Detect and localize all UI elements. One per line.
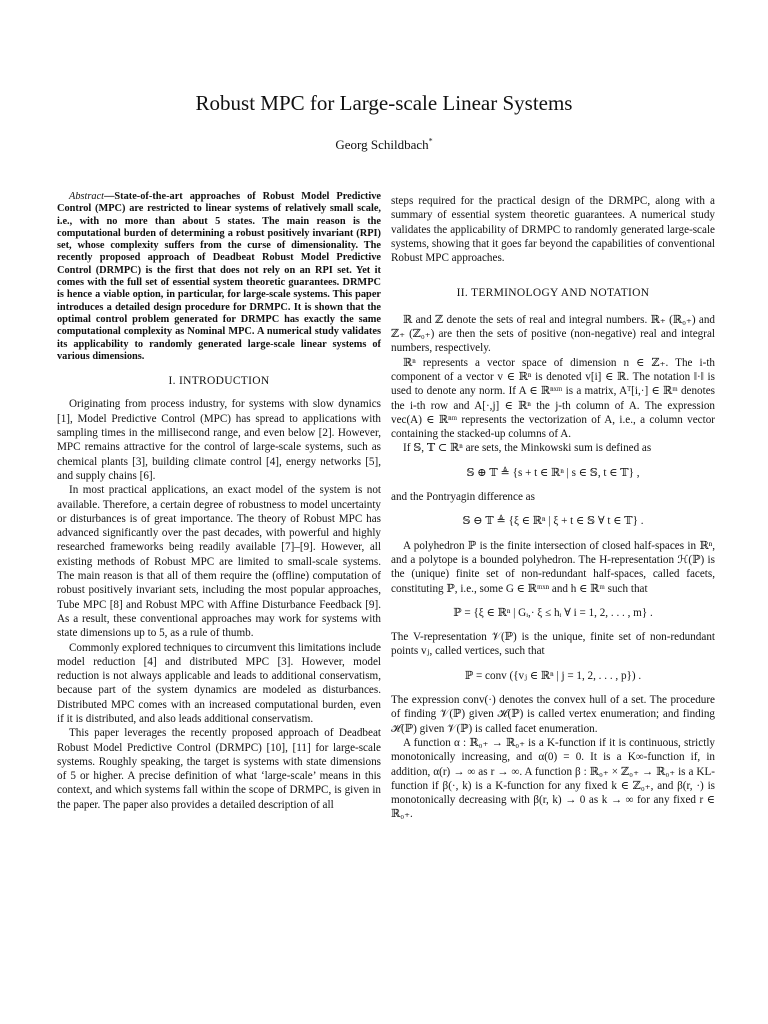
left-column	[57, 191, 381, 812]
author-name: Georg Schildbach	[335, 137, 429, 152]
abstract: Abstract—State-of-the-art approaches of Robust Model Predictive Control (MPC) are restricted to linear systems of relatively small scale, i.e., with no more than about 5 states. The main reason is the computational burden of determining a robust positively invariant (RPI) set, whose complexity suffers from the curse of dimensionality. The recently proposed approach of Deadbeat Robust Model Predictive Control (DRMPC) is the first that does not rely on an RPI set. Yet it comes with the full set of essential system theoretic guarantees. DRMPC is hence a viable option, in particular, for large-scale systems. This paper introduces a detailed design procedure for DRMPC. It is shown that the optimal control problem generated for DRMPC has exactly the same computational complexity as Nominal MPC. A numerical study validates its applicability to randomly generated large-scale linear systems of various dimensions.	[57, 191, 381, 362]
terminology-paragraph: ℝ and ℤ denote the sets of real and integral numbers. ℝ₊ (ℝ₀₊) and ℤ₊ (ℤ₀₊) are then the sets of positive (non-negative) real and integral numbers, respectively.	[391, 313, 715, 355]
intro-paragraph: In most practical applications, an exact model of the system is not available. Therefore, a certain degree of robustness to model uncertainty or disturbances is of great importance. The theory of Robust MPC has advanced significantly over the past decades, with powerful and highly researched frameworks being readily available [7]–[9]. However, all existing methods of Robust MPC are limited to small-scale systems. The main reason is that all of them require the (offline) computation of robust positively invariant sets, including the most popular approaches, Tube MPC [8] and Robust MPC with Affine Disturbance Feedback [9]. As a result, these conventional approaches may work for systems with state dimensions up to 5, as a rule of thumb.	[57, 484, 381, 640]
section-heading-terminology: II. TERMINOLOGY AND NOTATION	[456, 287, 650, 300]
terminology-paragraph: If 𝕊, 𝕋 ⊂ ℝⁿ are sets, the Minkowski sum is defined as	[403, 442, 652, 455]
abstract-label: Abstract	[69, 191, 105, 202]
abstract-text: State-of-the-art approaches of Robust Model Predictive Control (MPC) are restricted to linear systems of relatively small scale, i.e., with no more than about 5 states. The main reason is the computational burden of determining a robust positively invariant (RPI) set, whose complexity suffers from the curse of dimensionality. The recently proposed approach of Deadbeat Robust Model Predictive Control (DRMPC) is the first that does not rely on an RPI set. Yet it comes with the full set of essential system theoretic guarantees. DRMPC is hence a viable option, in particular, for large-scale systems. This paper introduces a detailed design procedure for DRMPC. It is shown that the optimal control problem generated for DRMPC has exactly the same computational complexity as Nominal MPC. A numerical study validates its applicability to randomly generated large-scale linear systems of various dimensions.	[57, 191, 381, 362]
intro-paragraph: This paper leverages the recently proposed approach of Deadbeat Robust Model Predictive Control (DRMPC) [10], [11] for large-scale systems. Roughly speaking, the target is systems with state dimensions of 5 or higher. A precise definition of what ‘large-scale’ means in this context, and which systems fall within the scope of DRMPC, is given in the paper. The paper also provides a detailed description of all	[57, 727, 381, 811]
equation-minkowski-sum: 𝕊 ⊕ 𝕋 ≜ {s + t ∈ ℝⁿ | s ∈ 𝕊, t ∈ 𝕋} ,	[466, 466, 640, 479]
author-footnote-mark: *	[428, 136, 433, 146]
terminology-paragraph: A polyhedron ℙ is the finite intersection of closed half-spaces in ℝⁿ, and a polytope is a bounded polyhedron. The H-representation ℋ(ℙ) is the (unique) finite set of non-redundant half-spaces, called facets, constituting ℙ, i.e., some G ∈ ℝᵐˣⁿ and h ∈ ℝᵐ such that	[391, 539, 715, 595]
intro-paragraph: Commonly explored techniques to circumvent this limitations include model reduction [4] and distributed MPC [3]. However, model reduction is not always applicable and leads to additional conservatism, because part of the system dynamics are modeled as disturbances. Distributed MPC comes with an increased computational burden, even if it is distributed, and also leads additional conservatism.	[57, 641, 381, 725]
terminology-paragraph: The V-representation 𝒱(ℙ) is the unique, finite set of non-redundant points vⱼ, called vertices, such that	[391, 631, 715, 658]
terminology-paragraph: The expression conv(·) denotes the convex hull of a set. The procedure of finding 𝒱(ℙ) given ℋ(ℙ) is called vertex enumeration; and finding ℋ(ℙ) given 𝒱(ℙ) is called facet enumeration.	[391, 694, 715, 735]
equation-h-representation: ℙ = {ξ ∈ ℝⁿ | Gᵢ,· ξ ≤ hᵢ ∀ i = 1, 2, . . . , m} .	[453, 606, 653, 619]
terminology-paragraph: ℝⁿ represents a vector space of dimension n ∈ ℤ₊. The i-th component of a vector v ∈ ℝⁿ is denoted v[i] ∈ ℝ. The notation ‖·‖ is used to denote any norm. If A ∈ ℝⁿˣᵐ is a matrix, Aᵀ[i,·] ∈ ℝᵐ denotes the i-th row and A[·,j] ∈ ℝⁿ the j-th column of A. The expression vec(A) ∈ ℝⁿᵐ represents the vectorization of A, i.e., a column vector containing the stacked-up columns of A.	[391, 356, 715, 441]
section-heading-introduction: I. INTRODUCTION	[168, 375, 270, 388]
intro-continuation: steps required for the practical design of the DRMPC, along with a summary of essential system theoretic guarantees. A numerical study validates the applicability of DRMPC to randomly generated large-scale systems, showing that it goes far beyond the capabilities of conventional Robust MPC approaches.	[391, 195, 715, 265]
author	[0, 137, 768, 153]
equation-v-representation: ℙ = conv ({vⱼ ∈ ℝⁿ | j = 1, 2, . . . , p}) .	[464, 669, 642, 682]
equation-pontryagin-difference: 𝕊 ⊖ 𝕋 ≜ {ξ ∈ ℝⁿ | ξ + t ∈ 𝕊 ∀ t ∈ 𝕋} .	[462, 515, 644, 528]
right-column	[391, 194, 715, 822]
intro-paragraph: Originating from process industry, for systems with slow dynamics [1], Model Predictive Control (MPC) has spread to applications with sampling times in the millisecond range, and even below [2]. However, MPC remains attractive for the control of large-scale systems, such as chemical plants [3], building climate control [4], energy networks [5], and supply chains [6].	[57, 398, 381, 482]
paper-title: Robust MPC for Large-scale Linear Systems	[195, 91, 573, 115]
terminology-paragraph: A function α : ℝ₀₊ → ℝ₀₊ is a K-function if it is continuous, strictly monotonically increasing, and α(0) = 0. It is a K∞-function if, in addition, α(r) → ∞ as r → ∞. A function β : ℝ₀₊ × ℤ₀₊ → ℝ₀₊ is a KL-function if β(·, k) is a K-function for any fixed k ∈ ℤ₀₊, and β(r, ·) is monotonically decreasing with β(r, k) → 0 as k → ∞ for any fixed r ∈ ℝ₀₊.	[391, 736, 715, 821]
terminology-paragraph: and the Pontryagin difference as	[391, 491, 535, 504]
